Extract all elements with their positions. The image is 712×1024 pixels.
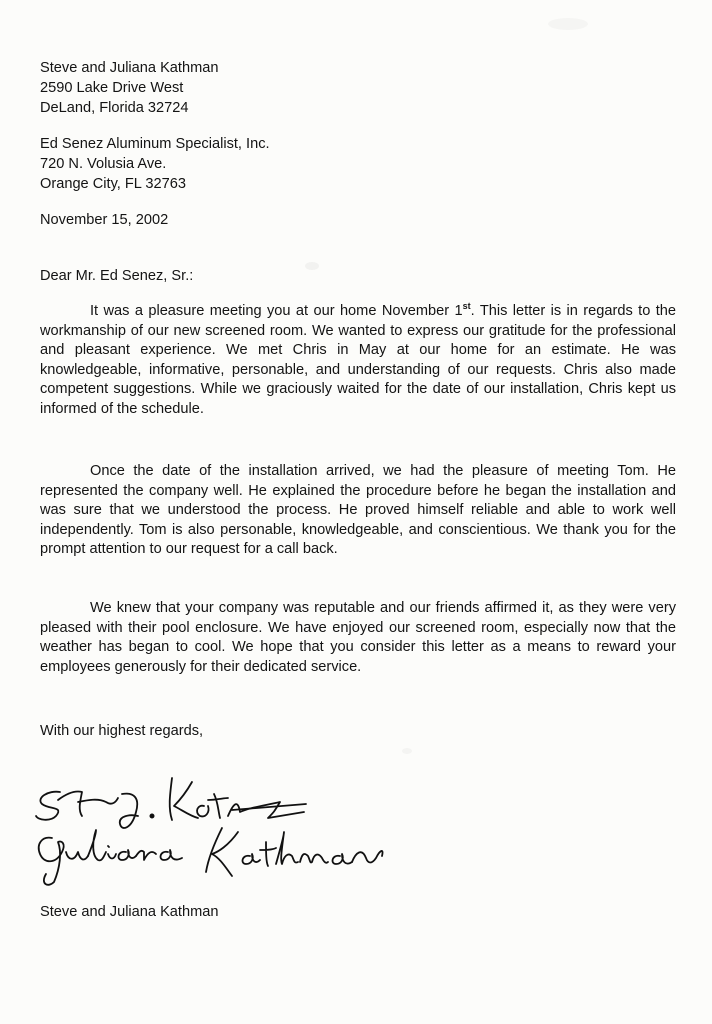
salutation-text: Dear Mr. Ed Senez, Sr.: <box>40 268 194 284</box>
closing <box>40 721 203 741</box>
paper-speck <box>402 748 412 754</box>
paragraph-1 <box>40 302 676 420</box>
paragraph-3-text: We knew that your company was reputable and our friends affirmed it, as they were very pleased with their pool enclosure. We have enjoyed our screened room, especially now that the weather has began to cool. We hope that you consider this letter as a means to reward your employees generously for their dedicated service. <box>40 600 676 675</box>
recipient-company: Ed Senez Aluminum Specialist, Inc. <box>40 136 270 152</box>
paragraph-2 <box>40 462 676 560</box>
paragraph-3 <box>40 599 676 677</box>
sender-address <box>40 58 219 118</box>
recipient-address <box>40 134 270 194</box>
sender-city: DeLand, Florida 32724 <box>40 100 189 116</box>
paragraph-1-start: It was a pleasure meeting you at our home November 1 <box>90 303 463 319</box>
paragraph-1-rest: . This letter is in regards to the workmanship of our new screened room. We wanted to express our gratitude for the professional and pleasant experience. We met Chris in May at our home for an estimate. He was knowledgeable, informative, personable, and understanding of our requests. Chris also made competent suggestions. While we graciously waited for the date of our installation, Chris kept us informed of the schedule. <box>40 303 677 417</box>
signature-name: Steve and Juliana Kathman <box>40 904 219 920</box>
handwritten-signatures <box>22 772 402 890</box>
date-text: November 15, 2002 <box>40 212 169 228</box>
signature-juliana <box>39 828 383 885</box>
paragraph-2-text: Once the date of the installation arrived, we had the pleasure of meeting Tom. He represented the company well. He explained the procedure before he began the installation and was sure that we understood the process. He proved himself reliable and able to work well independently. Tom is also personable, knowledgeable, and conscientious. We thank you for the prompt attention to our request for a call back. <box>40 463 676 558</box>
sender-street: 2590 Lake Drive West <box>40 80 184 96</box>
signature-steve <box>36 778 306 828</box>
recipient-street: 720 N. Volusia Ave. <box>40 156 167 172</box>
closing-text: With our highest regards, <box>40 723 204 739</box>
paper-speck <box>305 262 319 270</box>
letter-date <box>40 210 168 230</box>
sender-name: Steve and Juliana Kathman <box>40 60 219 76</box>
recipient-city: Orange City, FL 32763 <box>40 176 187 192</box>
paper-speck <box>548 18 588 30</box>
ordinal-superscript: st <box>462 301 471 312</box>
salutation <box>40 266 193 286</box>
signature-name-block <box>40 902 219 922</box>
